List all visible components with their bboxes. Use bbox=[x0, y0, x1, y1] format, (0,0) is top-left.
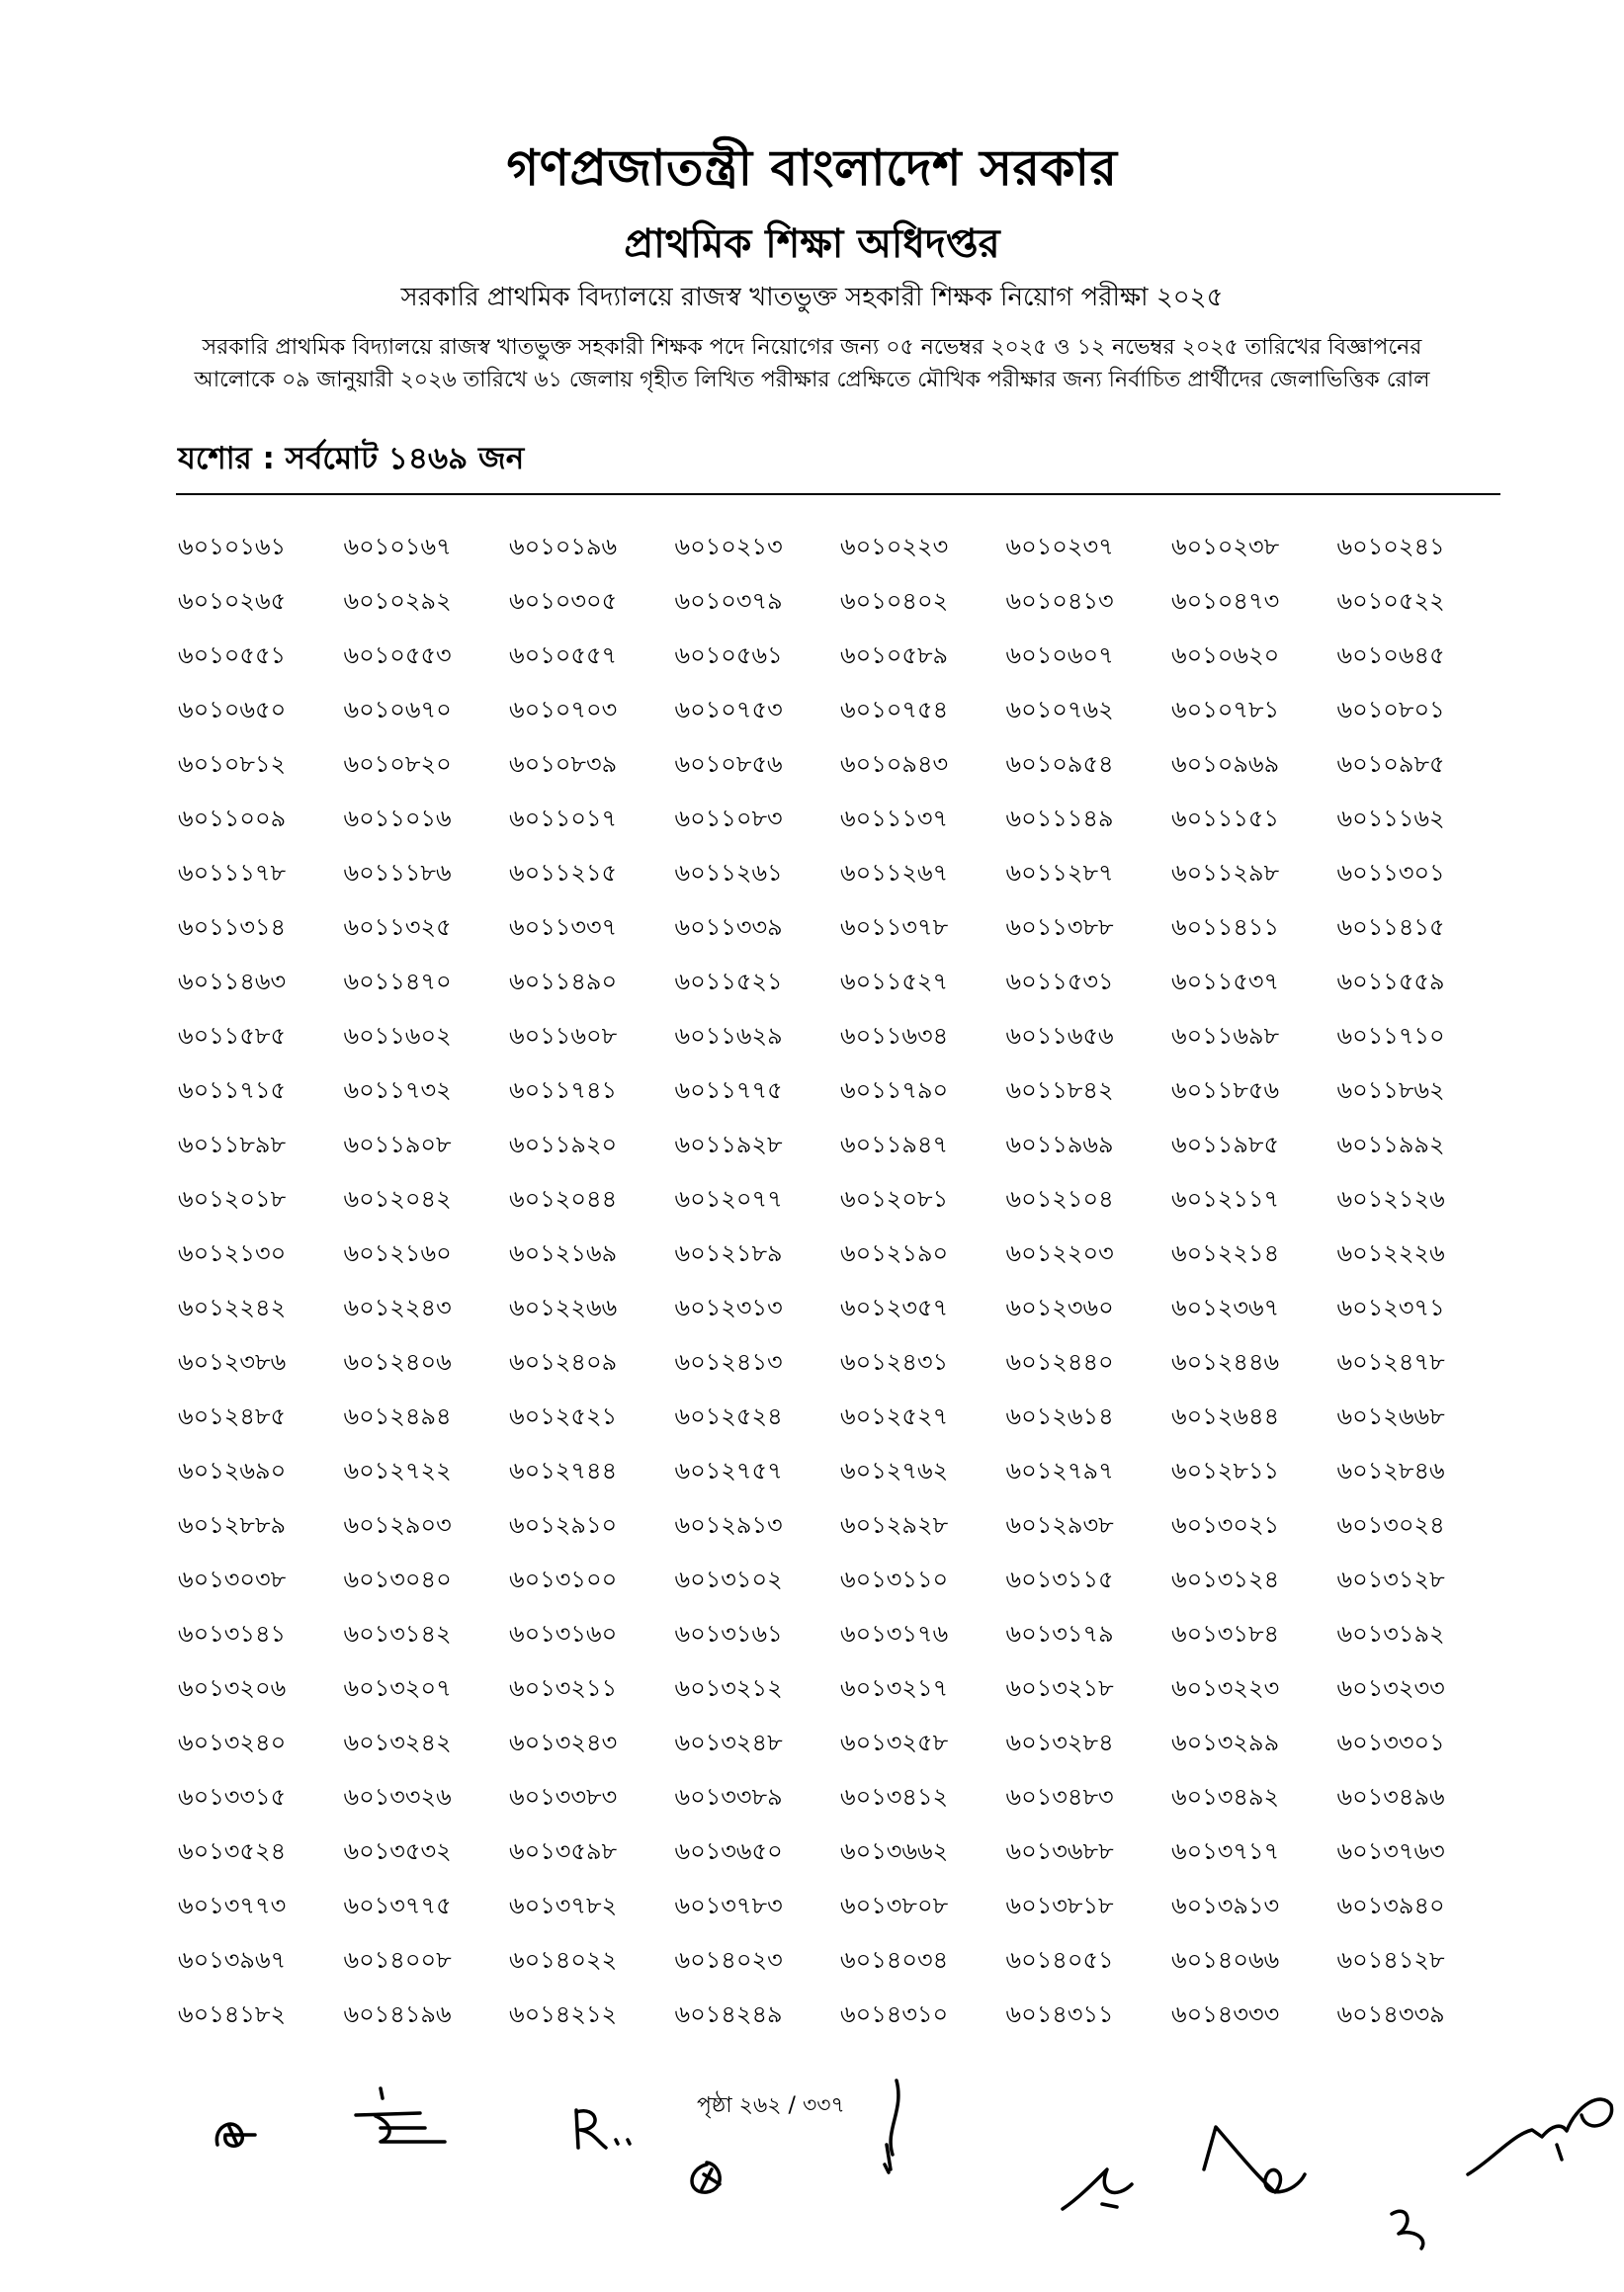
roll-number: ৬০১০১৬১ bbox=[178, 533, 287, 560]
roll-number: ৬০১২১৮৯ bbox=[674, 1239, 783, 1267]
roll-number: ৬০১১৪৯০ bbox=[509, 968, 618, 995]
roll-number: ৬০১১৬৩৪ bbox=[840, 1022, 949, 1050]
signature-4 bbox=[682, 2145, 761, 2204]
roll-number: ৬০১১৪৬৩ bbox=[178, 968, 287, 995]
roll-number: ৬০১২৪৯৪ bbox=[343, 1402, 452, 1430]
roll-number: ৬০১২২০৩ bbox=[1005, 1239, 1114, 1267]
roll-number: ৬০১৩০২৪ bbox=[1336, 1511, 1445, 1539]
roll-number: ৬০১৩২৪০ bbox=[178, 1729, 287, 1756]
roll-number: ৬০১৩২৫৮ bbox=[840, 1729, 949, 1756]
roll-number: ৬০১১২৯৮ bbox=[1171, 859, 1280, 887]
roll-number: ৬০১১১৮৬ bbox=[343, 859, 452, 887]
roll-number: ৬০১২১৬৯ bbox=[509, 1239, 618, 1267]
roll-number: ৬০১২১১৭ bbox=[1171, 1185, 1280, 1213]
roll-number: ৬০১৪০৩৪ bbox=[840, 1946, 949, 1974]
roll-number: ৬০১০৭০৩ bbox=[509, 696, 618, 723]
roll-number: ৬০১৪০৬৬ bbox=[1171, 1946, 1280, 1974]
roll-number: ৬০১২৬৯০ bbox=[178, 1457, 287, 1485]
roll-number: ৬০১০৬০৭ bbox=[1005, 641, 1114, 669]
roll-number: ৬০১৩৭৭৩ bbox=[178, 1892, 287, 1919]
roll-number: ৬০১১৯৯২ bbox=[1336, 1131, 1445, 1158]
roll-number: ৬০১১০১৭ bbox=[509, 805, 618, 832]
roll-number: ৬০১২১৯০ bbox=[840, 1239, 949, 1267]
roll-number: ৬০১১৯৮৫ bbox=[1171, 1131, 1280, 1158]
roll-number: ৬০১২৭৪৪ bbox=[509, 1457, 618, 1485]
roll-number: ৬০১১৬৯৮ bbox=[1171, 1022, 1280, 1050]
roll-number: ৬০১২৪১৩ bbox=[674, 1348, 783, 1376]
roll-number: ৬০১২৩৭১ bbox=[1336, 1294, 1445, 1321]
roll-number: ৬০১০৫৫১ bbox=[178, 641, 287, 669]
roll-number: ৬০১২৩৬০ bbox=[1005, 1294, 1114, 1321]
roll-number: ৬০১৩৪৯২ bbox=[1171, 1783, 1280, 1811]
roll-number: ৬০১৩১৭৯ bbox=[1005, 1620, 1114, 1648]
roll-number: ৬০১১৭৯০ bbox=[840, 1076, 949, 1104]
roll-number: ৬০১১৩০১ bbox=[1336, 859, 1445, 887]
roll-number: ৬০১৩২৪৩ bbox=[509, 1729, 618, 1756]
roll-number: ৬০১০৮০১ bbox=[1336, 696, 1445, 723]
signature-6 bbox=[1058, 2140, 1166, 2219]
roll-number: ৬০১১২১৫ bbox=[509, 859, 618, 887]
roll-number: ৬০১২২৬৬ bbox=[509, 1294, 618, 1321]
roll-number: ৬০১০৬২০ bbox=[1171, 641, 1280, 669]
signature-7 bbox=[1196, 2115, 1325, 2214]
roll-number: ৬০১৩২২৩ bbox=[1171, 1674, 1280, 1702]
roll-number: ৬০১০৭৬২ bbox=[1005, 696, 1114, 723]
roll-number: ৬০১৩২০৬ bbox=[178, 1674, 287, 1702]
roll-number: ৬০১১৫২১ bbox=[674, 968, 783, 995]
roll-number: ৬০১২৬৪৪ bbox=[1171, 1402, 1280, 1430]
roll-number: ৬০১০৬৭০ bbox=[343, 696, 452, 723]
roll-number: ৬০১১৭১৫ bbox=[178, 1076, 287, 1104]
roll-number: ৬০১০৮৩৯ bbox=[509, 750, 618, 778]
roll-number: ৬০১৪৩৩৯ bbox=[1336, 2000, 1445, 2028]
roll-number: ৬০১০৪০২ bbox=[840, 587, 949, 615]
roll-number: ৬০১২৩১৩ bbox=[674, 1294, 783, 1321]
roll-number: ৬০১২৫২১ bbox=[509, 1402, 618, 1430]
roll-number: ৬০১০২৩৭ bbox=[1005, 533, 1114, 560]
roll-number: ৬০১০৫৫৩ bbox=[343, 641, 452, 669]
roll-number: ৬০১১১৩৭ bbox=[840, 805, 949, 832]
roll-number: ৬০১০৭৮১ bbox=[1171, 696, 1280, 723]
roll-number: ৬০১১৩৭৮ bbox=[840, 913, 949, 941]
roll-number: ৬০১৩৪১২ bbox=[840, 1783, 949, 1811]
roll-number: ৬০১২৪০৯ bbox=[509, 1348, 618, 1376]
roll-number: ৬০১৩৭১৭ bbox=[1171, 1837, 1280, 1865]
roll-number: ৬০১১৯২০ bbox=[509, 1131, 618, 1158]
roll-number: ৬০১০৬৫০ bbox=[178, 696, 287, 723]
roll-number: ৬০১৩১৪১ bbox=[178, 1620, 287, 1648]
roll-number: ৬০১০৫৮৯ bbox=[840, 641, 949, 669]
roll-number: ৬০১০৭৫৩ bbox=[674, 696, 783, 723]
roll-number: ৬০১২৭৯৭ bbox=[1005, 1457, 1114, 1485]
exam-title: সরকারি প্রাথমিক বিদ্যালয়ে রাজস্ব খাতভুক্ত সহকারী শিক্ষক নিয়োগ পরীক্ষা ২০২৫ bbox=[400, 283, 1224, 312]
roll-number: ৬০১০৩৭৯ bbox=[674, 587, 783, 615]
roll-number: ৬০১২০৪৪ bbox=[509, 1185, 618, 1213]
roll-number: ৬০১৩৩৮৩ bbox=[509, 1783, 618, 1811]
roll-number: ৬০১৩১২৪ bbox=[1171, 1566, 1280, 1593]
roll-number: ৬০১৩২১৮ bbox=[1005, 1674, 1114, 1702]
roll-number: ৬০১২৯২৮ bbox=[840, 1511, 949, 1539]
roll-number: ৬০১২০৮১ bbox=[840, 1185, 949, 1213]
roll-number: ৬০১২০৪২ bbox=[343, 1185, 452, 1213]
roll-number: ৬০১৪০২২ bbox=[509, 1946, 618, 1974]
roll-number: ৬০১২৫২৪ bbox=[674, 1402, 783, 1430]
roll-number: ৬০১১৪৭০ bbox=[343, 968, 452, 995]
roll-number: ৬০১৩২১২ bbox=[674, 1674, 783, 1702]
roll-number: ৬০১৩১৬১ bbox=[674, 1620, 783, 1648]
roll-number: ৬০১৩১১৫ bbox=[1005, 1566, 1114, 1593]
roll-number: ৬০১১২৬৭ bbox=[840, 859, 949, 887]
roll-number: ৬০১০৫৫৭ bbox=[509, 641, 618, 669]
roll-number: ৬০১২২৪২ bbox=[178, 1294, 287, 1321]
roll-number: ৬০১৩৮০৮ bbox=[840, 1892, 949, 1919]
roll-number: ৬০১৪৩৩৩ bbox=[1171, 2000, 1280, 2028]
roll-number: ৬০১৪০২৩ bbox=[674, 1946, 783, 1974]
roll-number: ৬০১২২১৪ bbox=[1171, 1239, 1280, 1267]
page-title: গণপ্রজাতন্ত্রী বাংলাদেশ সরকার bbox=[506, 139, 1118, 197]
roll-number: ৬০১০১৯৬ bbox=[509, 533, 618, 560]
signature-1 bbox=[208, 2105, 267, 2165]
roll-number: ৬০১৩১০২ bbox=[674, 1566, 783, 1593]
roll-number-table bbox=[178, 529, 1502, 2051]
roll-number: ৬০১১৯২৮ bbox=[674, 1131, 783, 1158]
roll-number: ৬০১০২৪১ bbox=[1336, 533, 1445, 560]
roll-number: ৬০১৩০৪০ bbox=[343, 1566, 452, 1593]
roll-number: ৬০১১৪১১ bbox=[1171, 913, 1280, 941]
roll-number: ৬০১১১৭৮ bbox=[178, 859, 287, 887]
roll-number: ৬০১৩২৯৯ bbox=[1171, 1729, 1280, 1756]
roll-number: ৬০১০৩০৫ bbox=[509, 587, 618, 615]
roll-number: ৬০১২৪০৬ bbox=[343, 1348, 452, 1376]
roll-number: ৬০১০৮৫৬ bbox=[674, 750, 783, 778]
roll-number: ৬০১২৯১০ bbox=[509, 1511, 618, 1539]
roll-number: ৬০১২৮৮৯ bbox=[178, 1511, 287, 1539]
roll-number: ৬০১৩৭৮২ bbox=[509, 1892, 618, 1919]
roll-number: ৬০১৪০৫১ bbox=[1005, 1946, 1114, 1974]
roll-number: ৬০১২২২৬ bbox=[1336, 1239, 1445, 1267]
signature-9 bbox=[1463, 2076, 1621, 2194]
roll-number: ৬০১৩৫২৪ bbox=[178, 1837, 287, 1865]
roll-number: ৬০১১৭১০ bbox=[1336, 1022, 1445, 1050]
roll-number: ৬০১৩২০৭ bbox=[343, 1674, 452, 1702]
roll-number: ৬০১৩৬৫০ bbox=[674, 1837, 783, 1865]
roll-number: ৬০১০২৬৫ bbox=[178, 587, 287, 615]
roll-number: ৬০১৩৭৮৩ bbox=[674, 1892, 783, 1919]
roll-number: ৬০১১৬০২ bbox=[343, 1022, 452, 1050]
roll-number: ৬০১৪২১২ bbox=[509, 2000, 618, 2028]
department-name: প্রাথমিক শিক্ষা অধিদপ্তর bbox=[624, 221, 1000, 267]
roll-number: ৬০১১২৮৭ bbox=[1005, 859, 1114, 887]
roll-number: ৬০১৩১৯২ bbox=[1336, 1620, 1445, 1648]
roll-number: ৬০১০২৩৮ bbox=[1171, 533, 1280, 560]
roll-number: ৬০১৩১২৮ bbox=[1336, 1566, 1445, 1593]
roll-number: ৬০১২৭২২ bbox=[343, 1457, 452, 1485]
signature-3 bbox=[568, 2100, 647, 2160]
roll-number: ৬০১০৯৫৪ bbox=[1005, 750, 1114, 778]
roll-number: ৬০১০৭৫৪ bbox=[840, 696, 949, 723]
roll-number: ৬০১১৮৬২ bbox=[1336, 1076, 1445, 1104]
roll-number: ৬০১১৯৪৭ bbox=[840, 1131, 949, 1158]
roll-number: ৬০১১৭৪১ bbox=[509, 1076, 618, 1104]
roll-number: ৬০১০৮২০ bbox=[343, 750, 452, 778]
signature-5 bbox=[875, 2076, 914, 2184]
roll-number: ৬০১২৪৪০ bbox=[1005, 1348, 1114, 1376]
roll-number: ৬০১৩৯৪০ bbox=[1336, 1892, 1445, 1919]
roll-number: ৬০১৩২৮৪ bbox=[1005, 1729, 1114, 1756]
roll-number: ৬০১৩২৩৩ bbox=[1336, 1674, 1445, 1702]
roll-number: ৬০১০৯৬৯ bbox=[1171, 750, 1280, 778]
roll-number: ৬০১০২২৩ bbox=[840, 533, 949, 560]
roll-number: ৬০১৩২১৭ bbox=[840, 1674, 949, 1702]
roll-number: ৬০১০২১৩ bbox=[674, 533, 783, 560]
roll-number: ৬০১২১২৬ bbox=[1336, 1185, 1445, 1213]
roll-number: ৬০১২৪৮৫ bbox=[178, 1402, 287, 1430]
roll-number: ৬০১০১৬৭ bbox=[343, 533, 452, 560]
roll-number: ৬০১৩২৪৮ bbox=[674, 1729, 783, 1756]
roll-number: ৬০১২২৪৩ bbox=[343, 1294, 452, 1321]
roll-number: ৬০১০৪৭৩ bbox=[1171, 587, 1280, 615]
roll-number: ৬০১২৮১১ bbox=[1171, 1457, 1280, 1485]
roll-number: ৬০১০৪১৩ bbox=[1005, 587, 1114, 615]
roll-number: ৬০১২০৭৭ bbox=[674, 1185, 783, 1213]
roll-number: ৬০১০৮১২ bbox=[178, 750, 287, 778]
roll-number: ৬০১১০০৯ bbox=[178, 805, 287, 832]
roll-number: ৬০১২৬৬৮ bbox=[1336, 1402, 1445, 1430]
roll-number: ৬০১৩১৮৪ bbox=[1171, 1620, 1280, 1648]
roll-number: ৬০১৩০২১ bbox=[1171, 1511, 1280, 1539]
roll-number: ৬০১২৩৬৭ bbox=[1171, 1294, 1280, 1321]
roll-number: ৬০১১১৫১ bbox=[1171, 805, 1280, 832]
roll-number: ৬০১০৫২২ bbox=[1336, 587, 1445, 615]
roll-number: ৬০১০৯৮৫ bbox=[1336, 750, 1445, 778]
roll-number: ৬০১৩৪৮৩ bbox=[1005, 1783, 1114, 1811]
roll-number: ৬০১৪১২৮ bbox=[1336, 1946, 1445, 1974]
roll-number: ৬০১২৩৫৭ bbox=[840, 1294, 949, 1321]
roll-number: ৬০১৪০০৮ bbox=[343, 1946, 452, 1974]
roll-number: ৬০১৪১৯৬ bbox=[343, 2000, 452, 2028]
roll-number: ৬০১২৮৪৬ bbox=[1336, 1457, 1445, 1485]
roll-number: ৬০১২৪৪৬ bbox=[1171, 1348, 1280, 1376]
roll-number: ৬০১৩৩০১ bbox=[1336, 1729, 1445, 1756]
roll-number: ৬০১৩১১০ bbox=[840, 1566, 949, 1593]
roll-number: ৬০১৩৪৯৬ bbox=[1336, 1783, 1445, 1811]
roll-number: ৬০১৩২৪২ bbox=[343, 1729, 452, 1756]
roll-number: ৬০১৩৩৮৯ bbox=[674, 1783, 783, 1811]
roll-number: ৬০১৪২৪৯ bbox=[674, 2000, 783, 2028]
roll-number: ৬০১৩৭৭৫ bbox=[343, 1892, 452, 1919]
notice-description bbox=[0, 331, 1624, 396]
roll-number: ৬০১১৩১৪ bbox=[178, 913, 287, 941]
roll-number: ৬০১১৯০৮ bbox=[343, 1131, 452, 1158]
roll-number: ৬০১৩৫৯৮ bbox=[509, 1837, 618, 1865]
roll-number: ৬০১১৯৬৯ bbox=[1005, 1131, 1114, 1158]
divider bbox=[176, 493, 1500, 495]
roll-number: ৬০১১৮৯৮ bbox=[178, 1131, 287, 1158]
roll-number: ৬০১৩১০০ bbox=[509, 1566, 618, 1593]
roll-number: ৬০১১২৬১ bbox=[674, 859, 783, 887]
roll-number: ৬০১১৫৩১ bbox=[1005, 968, 1114, 995]
roll-number: ৬০১২৭৫৭ bbox=[674, 1457, 783, 1485]
district-heading: যশোর : সর্বমোট ১৪৬৯ জন bbox=[178, 441, 525, 476]
roll-number: ৬০১০২৯২ bbox=[343, 587, 452, 615]
roll-number: ৬০১১৩৩৭ bbox=[509, 913, 618, 941]
roll-number: ৬০১৪১৮২ bbox=[178, 2000, 287, 2028]
roll-number: ৬০১১৪১৫ bbox=[1336, 913, 1445, 941]
signature-8 bbox=[1384, 2194, 1443, 2253]
roll-number: ৬০১৩৯৬৭ bbox=[178, 1946, 287, 1974]
notice-line-1: সরকারি প্রাথমিক বিদ্যালয়ে রাজস্ব খাতভুক্ত সহকারী শিক্ষক পদে নিয়োগের জন্য ০৫ নভেম্বর ২০২৫ ও ১২ নভেম্বর ২০২৫ তারিখের বিজ্ঞাপনের bbox=[202, 335, 1422, 360]
roll-number: ৬০১২৯১৩ bbox=[674, 1511, 783, 1539]
roll-number: ৬০১১৬২৯ bbox=[674, 1022, 783, 1050]
roll-number: ৬০১৩৬৮৮ bbox=[1005, 1837, 1114, 1865]
roll-number: ৬০১১০১৬ bbox=[343, 805, 452, 832]
roll-number: ৬০১১৭৩২ bbox=[343, 1076, 452, 1104]
roll-number: ৬০১১৩২৫ bbox=[343, 913, 452, 941]
roll-number: ৬০১১৫৮৫ bbox=[178, 1022, 287, 1050]
roll-number: ৬০১২৫২৭ bbox=[840, 1402, 949, 1430]
roll-number: ৬০১৪৩১১ bbox=[1005, 2000, 1114, 2028]
roll-number: ৬০১৩৩১৫ bbox=[178, 1783, 287, 1811]
roll-number: ৬০১৩৮১৮ bbox=[1005, 1892, 1114, 1919]
roll-number: ৬০১২১০৪ bbox=[1005, 1185, 1114, 1213]
roll-number: ৬০১১৫৩৭ bbox=[1171, 968, 1280, 995]
page-number: পৃষ্ঠা ২৬২ / ৩৩৭ bbox=[697, 2093, 845, 2118]
roll-number: ৬০১৩৭৬৩ bbox=[1336, 1837, 1445, 1865]
roll-number: ৬০১১৭৭৫ bbox=[674, 1076, 783, 1104]
roll-number: ৬০১১৩৮৮ bbox=[1005, 913, 1114, 941]
roll-number: ৬০১১৫২৭ bbox=[840, 968, 949, 995]
roll-number: ৬০১২১৩০ bbox=[178, 1239, 287, 1267]
roll-number: ৬০১১৮৪২ bbox=[1005, 1076, 1114, 1104]
roll-number: ৬০১৩৬৬২ bbox=[840, 1837, 949, 1865]
roll-number: ৬০১১৩৩৯ bbox=[674, 913, 783, 941]
roll-number: ৬০১২১৬০ bbox=[343, 1239, 452, 1267]
roll-number: ৬০১২৭৬২ bbox=[840, 1457, 949, 1485]
roll-number: ৬০১৩১৬০ bbox=[509, 1620, 618, 1648]
notice-line-2: আলোকে ০৯ জানুয়ারী ২০২৬ তারিখে ৬১ জেলায় গৃহীত লিখিত পরীক্ষার প্রেক্ষিতে মৌখিক পরীক্ষার জন্য নির্বাচিত প্রার্থীদের জেলাভিত্তিক রোল bbox=[194, 368, 1430, 392]
roll-number: ৬০১১৫৫৯ bbox=[1336, 968, 1445, 995]
roll-number: ৬০১১৬০৮ bbox=[509, 1022, 618, 1050]
roll-number: ৬০১২৩৮৬ bbox=[178, 1348, 287, 1376]
roll-number: ৬০১০৫৬১ bbox=[674, 641, 783, 669]
roll-number: ৬০১২০১৮ bbox=[178, 1185, 287, 1213]
roll-number: ৬০১৩৫৩২ bbox=[343, 1837, 452, 1865]
roll-number: ৬০১১০৮৩ bbox=[674, 805, 783, 832]
roll-number: ৬০১২৪৭৮ bbox=[1336, 1348, 1445, 1376]
roll-number: ৬০১৩৩২৬ bbox=[343, 1783, 452, 1811]
roll-number: ৬০১২৯০৩ bbox=[343, 1511, 452, 1539]
roll-number: ৬০১৩০৩৮ bbox=[178, 1566, 287, 1593]
roll-number: ৬০১১৬৫৬ bbox=[1005, 1022, 1114, 1050]
roll-number: ৬০১১১৪৯ bbox=[1005, 805, 1114, 832]
roll-number: ৬০১৪৩১০ bbox=[840, 2000, 949, 2028]
roll-number: ৬০১৩৯১৩ bbox=[1171, 1892, 1280, 1919]
roll-number: ৬০১৩১৭৬ bbox=[840, 1620, 949, 1648]
roll-number: ৬০১২৯৩৮ bbox=[1005, 1511, 1114, 1539]
roll-number: ৬০১২৪৩১ bbox=[840, 1348, 949, 1376]
roll-number: ৬০১০৬৪৫ bbox=[1336, 641, 1445, 669]
roll-number: ৬০১১৮৫৬ bbox=[1171, 1076, 1280, 1104]
roll-number: ৬০১১১৬২ bbox=[1336, 805, 1445, 832]
roll-number: ৬০১৩২১১ bbox=[509, 1674, 618, 1702]
roll-number: ৬০১৩১৪২ bbox=[343, 1620, 452, 1648]
signature-2 bbox=[351, 2080, 470, 2169]
roll-number: ৬০১২৬১৪ bbox=[1005, 1402, 1114, 1430]
roll-number: ৬০১০৯৪৩ bbox=[840, 750, 949, 778]
